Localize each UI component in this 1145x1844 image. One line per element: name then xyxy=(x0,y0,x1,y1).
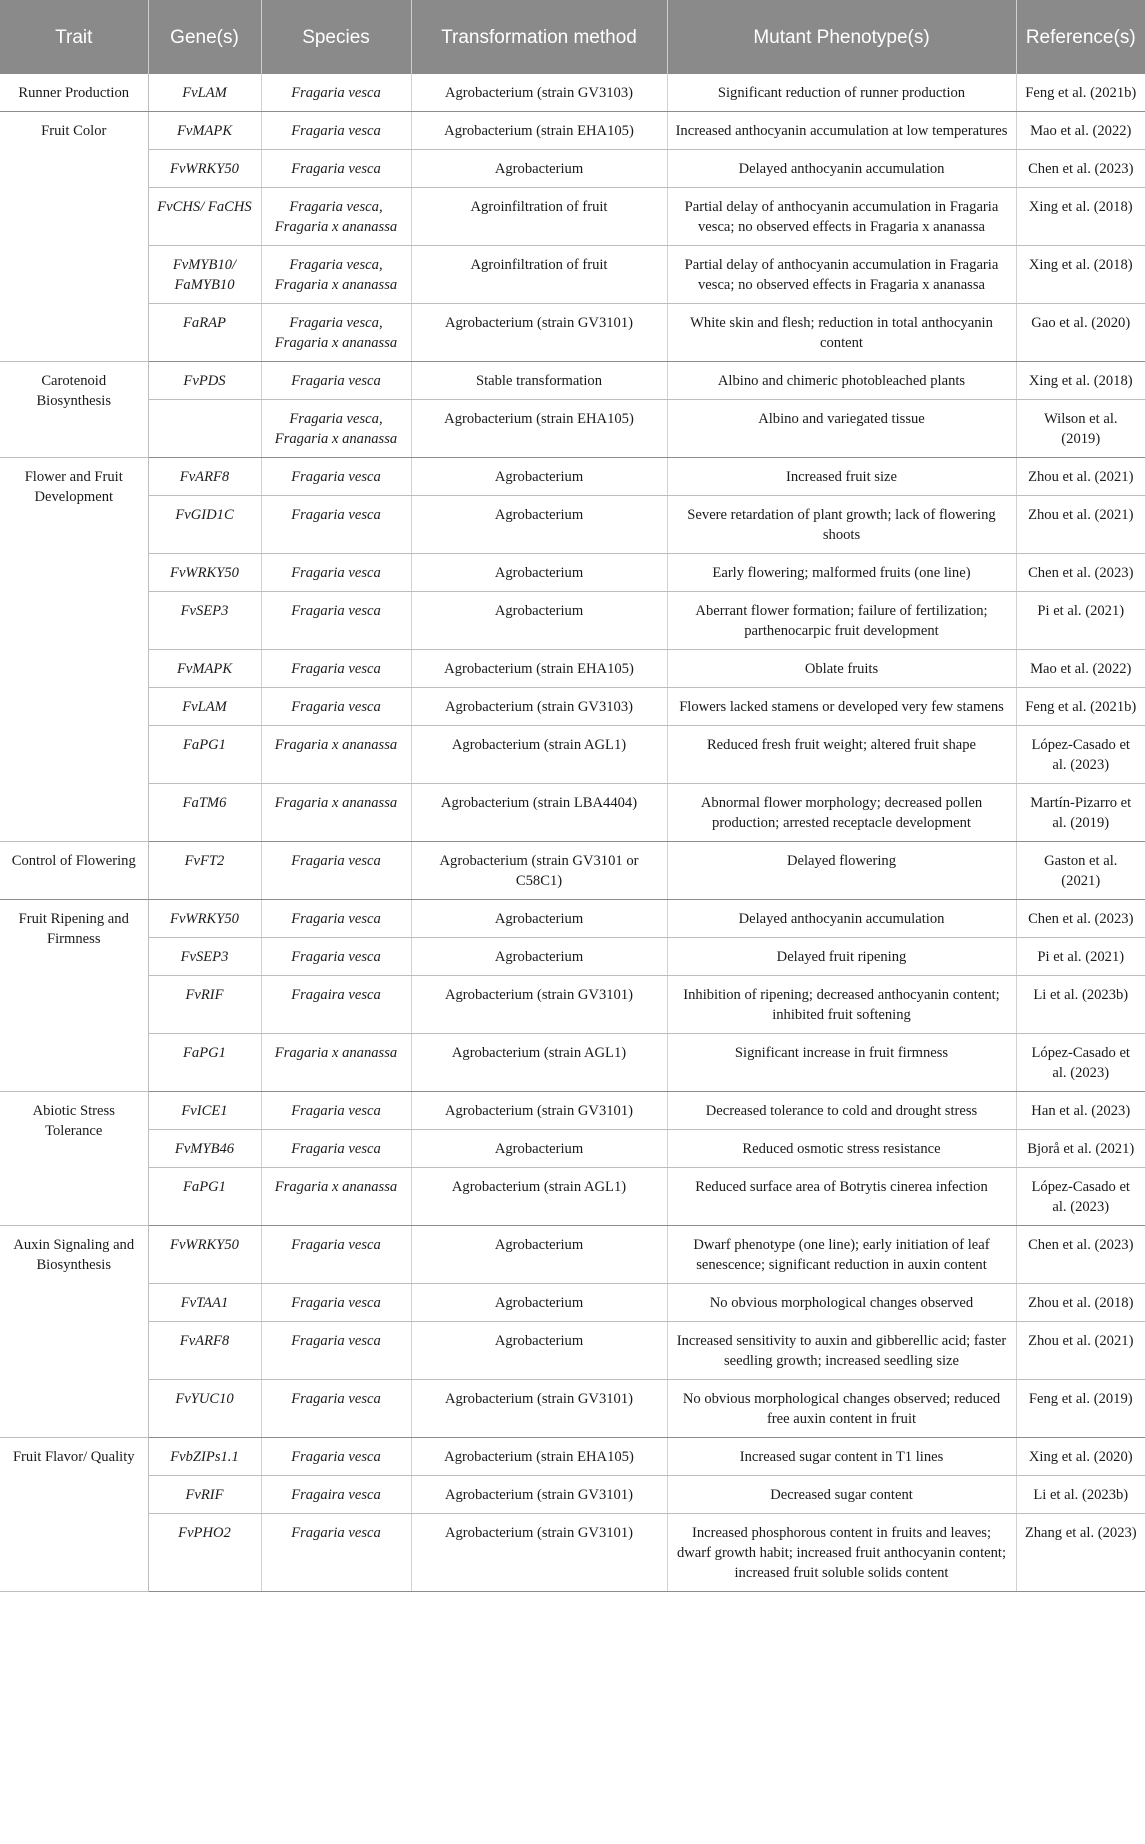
species-cell: Fragaria vesca xyxy=(261,900,411,938)
phenotype-cell: Reduced osmotic stress resistance xyxy=(667,1130,1016,1168)
phenotype-cell: Delayed anthocyanin accumulation xyxy=(667,900,1016,938)
reference-cell: Wilson et al. (2019) xyxy=(1016,400,1145,458)
reference-cell: Li et al. (2023b) xyxy=(1016,976,1145,1034)
table-row xyxy=(0,188,1145,246)
table-row xyxy=(0,1168,1145,1226)
species-cell: Fragaria vesca, Fragaria x ananassa xyxy=(261,188,411,246)
species-cell: Fragaria vesca xyxy=(261,1092,411,1130)
species-cell: Fragaria vesca, Fragaria x ananassa xyxy=(261,304,411,362)
reference-cell: López-Casado et al. (2023) xyxy=(1016,1034,1145,1092)
phenotype-cell: Albino and chimeric photobleached plants xyxy=(667,362,1016,400)
species-cell: Fragaria vesca xyxy=(261,1130,411,1168)
reference-cell: Zhou et al. (2021) xyxy=(1016,496,1145,554)
table-row xyxy=(0,458,1145,496)
trait-cell: Fruit Flavor/ Quality xyxy=(0,1438,148,1592)
table-row xyxy=(0,112,1145,150)
phenotype-cell: Inhibition of ripening; decreased anthocyanin content; inhibited fruit softening xyxy=(667,976,1016,1034)
gene-cell: FvSEP3 xyxy=(148,592,261,650)
reference-cell: López-Casado et al. (2023) xyxy=(1016,1168,1145,1226)
table-row xyxy=(0,726,1145,784)
gene-cell: FvPHO2 xyxy=(148,1514,261,1592)
phenotype-cell: Significant reduction of runner production xyxy=(667,74,1016,112)
gene-cell: FvLAM xyxy=(148,74,261,112)
species-cell: Fragaria vesca xyxy=(261,554,411,592)
species-cell: Fragaria vesca xyxy=(261,938,411,976)
species-cell: Fragaria vesca xyxy=(261,1380,411,1438)
trait-cell: Flower and Fruit Development xyxy=(0,458,148,842)
species-cell: Fragaria vesca xyxy=(261,1284,411,1322)
method-cell: Agrobacterium (strain GV3101) xyxy=(411,1380,667,1438)
method-cell: Agrobacterium xyxy=(411,1130,667,1168)
method-cell: Agrobacterium (strain GV3101) xyxy=(411,976,667,1034)
reference-cell: Mao et al. (2022) xyxy=(1016,650,1145,688)
phenotype-cell: Increased fruit size xyxy=(667,458,1016,496)
table-row xyxy=(0,1380,1145,1438)
phenotype-cell: Partial delay of anthocyanin accumulation in Fragaria vesca; no observed effects in Fragaria x ananassa xyxy=(667,188,1016,246)
reference-cell: Bjorå et al. (2021) xyxy=(1016,1130,1145,1168)
gene-cell: FvPDS xyxy=(148,362,261,400)
phenotype-cell: Significant increase in fruit firmness xyxy=(667,1034,1016,1092)
species-cell: Fragaria x ananassa xyxy=(261,784,411,842)
reference-cell: Li et al. (2023b) xyxy=(1016,1476,1145,1514)
species-cell: Fragaira vesca xyxy=(261,976,411,1034)
reference-cell: Chen et al. (2023) xyxy=(1016,150,1145,188)
gene-cell: FvSEP3 xyxy=(148,938,261,976)
reference-cell: Chen et al. (2023) xyxy=(1016,554,1145,592)
trait-cell: Control of Flowering xyxy=(0,842,148,900)
method-cell: Agrobacterium (strain LBA4404) xyxy=(411,784,667,842)
phenotype-cell: Decreased tolerance to cold and drought stress xyxy=(667,1092,1016,1130)
gene-cell: FvMYB46 xyxy=(148,1130,261,1168)
table-row xyxy=(0,554,1145,592)
gene-cell: FvbZIPs1.1 xyxy=(148,1438,261,1476)
species-cell: Fragaria x ananassa xyxy=(261,726,411,784)
phenotype-cell: Increased phosphorous content in fruits and leaves; dwarf growth habit; increased fruit anthocyanin content; increased fruit soluble solids content xyxy=(667,1514,1016,1592)
reference-cell: Chen et al. (2023) xyxy=(1016,1226,1145,1284)
table-row xyxy=(0,784,1145,842)
method-cell: Agrobacterium (strain GV3103) xyxy=(411,688,667,726)
species-cell: Fragaria vesca xyxy=(261,592,411,650)
species-cell: Fragaria vesca xyxy=(261,650,411,688)
gene-cell: FvMYB10/ FaMYB10 xyxy=(148,246,261,304)
gene-cell: FvRIF xyxy=(148,1476,261,1514)
reference-cell: Zhou et al. (2018) xyxy=(1016,1284,1145,1322)
species-cell: Fragaria vesca xyxy=(261,1322,411,1380)
gene-cell: FvCHS/ FaCHS xyxy=(148,188,261,246)
gene-cell: FvWRKY50 xyxy=(148,1226,261,1284)
reference-cell: Xing et al. (2018) xyxy=(1016,188,1145,246)
method-cell: Agrobacterium xyxy=(411,150,667,188)
phenotype-cell: Severe retardation of plant growth; lack of flowering shoots xyxy=(667,496,1016,554)
method-cell: Agrobacterium (strain GV3101) xyxy=(411,1514,667,1592)
phenotype-cell: Oblate fruits xyxy=(667,650,1016,688)
phenotype-cell: White skin and flesh; reduction in total anthocyanin content xyxy=(667,304,1016,362)
method-cell: Agrobacterium xyxy=(411,554,667,592)
trait-cell: Fruit Color xyxy=(0,112,148,362)
method-cell: Agrobacterium xyxy=(411,458,667,496)
method-cell: Agrobacterium (strain GV3101) xyxy=(411,304,667,362)
species-cell: Fragaria vesca xyxy=(261,842,411,900)
table-row xyxy=(0,1438,1145,1476)
phenotype-cell: Increased sugar content in T1 lines xyxy=(667,1438,1016,1476)
header-trait: Trait xyxy=(0,0,148,74)
species-cell: Fragaria vesca xyxy=(261,458,411,496)
trait-cell: Auxin Signaling and Biosynthesis xyxy=(0,1226,148,1438)
phenotype-cell: Reduced fresh fruit weight; altered fruit shape xyxy=(667,726,1016,784)
reference-cell: Pi et al. (2021) xyxy=(1016,592,1145,650)
method-cell: Agrobacterium xyxy=(411,938,667,976)
reference-cell: Zhang et al. (2023) xyxy=(1016,1514,1145,1592)
table-row xyxy=(0,1034,1145,1092)
gene-cell: FvFT2 xyxy=(148,842,261,900)
phenotype-cell: Delayed fruit ripening xyxy=(667,938,1016,976)
header-references: Reference(s) xyxy=(1016,0,1145,74)
gene-cell: FvARF8 xyxy=(148,458,261,496)
reference-cell: Pi et al. (2021) xyxy=(1016,938,1145,976)
gene-cell: FvWRKY50 xyxy=(148,150,261,188)
gene-cell: FvWRKY50 xyxy=(148,900,261,938)
reference-cell: López-Casado et al. (2023) xyxy=(1016,726,1145,784)
gene-cell: FaTM6 xyxy=(148,784,261,842)
gene-cell: FvRIF xyxy=(148,976,261,1034)
species-cell: Fragaria vesca xyxy=(261,150,411,188)
method-cell: Agrobacterium (strain EHA105) xyxy=(411,650,667,688)
table-row xyxy=(0,1514,1145,1592)
table-row xyxy=(0,842,1145,900)
species-cell: Fragaria vesca, Fragaria x ananassa xyxy=(261,246,411,304)
species-cell: Fragaria vesca xyxy=(261,74,411,112)
table-row xyxy=(0,150,1145,188)
gene-cell: FvARF8 xyxy=(148,1322,261,1380)
reference-cell: Xing et al. (2018) xyxy=(1016,362,1145,400)
table-row xyxy=(0,246,1145,304)
gene-cell: FvMAPK xyxy=(148,650,261,688)
table-row xyxy=(0,650,1145,688)
method-cell: Agrobacterium (strain GV3101) xyxy=(411,1476,667,1514)
species-cell: Fragaria x ananassa xyxy=(261,1168,411,1226)
gene-cell: FvWRKY50 xyxy=(148,554,261,592)
table-row xyxy=(0,1322,1145,1380)
table-row xyxy=(0,1284,1145,1322)
reference-cell: Feng et al. (2021b) xyxy=(1016,688,1145,726)
table-row xyxy=(0,1092,1145,1130)
gene-cell: FaPG1 xyxy=(148,1034,261,1092)
reference-cell: Xing et al. (2020) xyxy=(1016,1438,1145,1476)
phenotype-cell: No obvious morphological changes observed; reduced free auxin content in fruit xyxy=(667,1380,1016,1438)
table-row xyxy=(0,688,1145,726)
phenotype-cell: Dwarf phenotype (one line); early initiation of leaf senescence; significant reduction in auxin content xyxy=(667,1226,1016,1284)
method-cell: Agrobacterium (strain GV3101 or C58C1) xyxy=(411,842,667,900)
reference-cell: Feng et al. (2019) xyxy=(1016,1380,1145,1438)
species-cell: Fragaria vesca xyxy=(261,1438,411,1476)
species-cell: Fragaira vesca xyxy=(261,1476,411,1514)
table-row xyxy=(0,938,1145,976)
method-cell: Agrobacterium xyxy=(411,496,667,554)
species-cell: Fragaria vesca xyxy=(261,496,411,554)
species-cell: Fragaria vesca xyxy=(261,1514,411,1592)
gene-cell: FaPG1 xyxy=(148,726,261,784)
species-cell: Fragaria vesca, Fragaria x ananassa xyxy=(261,400,411,458)
gene-cell: FvTAA1 xyxy=(148,1284,261,1322)
species-cell: Fragaria x ananassa xyxy=(261,1034,411,1092)
table-row xyxy=(0,1226,1145,1284)
reference-cell: Martín-Pizarro et al. (2019) xyxy=(1016,784,1145,842)
trait-cell: Carotenoid Biosynthesis xyxy=(0,362,148,458)
reference-cell: Han et al. (2023) xyxy=(1016,1092,1145,1130)
reference-cell: Gaston et al. (2021) xyxy=(1016,842,1145,900)
table-row xyxy=(0,592,1145,650)
reference-cell: Xing et al. (2018) xyxy=(1016,246,1145,304)
gene-cell: FvYUC10 xyxy=(148,1380,261,1438)
gene-cell: FvLAM xyxy=(148,688,261,726)
reference-cell: Zhou et al. (2021) xyxy=(1016,458,1145,496)
trait-cell: Abiotic Stress Tolerance xyxy=(0,1092,148,1226)
method-cell: Agrobacterium (strain EHA105) xyxy=(411,1438,667,1476)
table-body xyxy=(0,74,1145,1592)
method-cell: Agroinfiltration of fruit xyxy=(411,188,667,246)
method-cell: Agrobacterium xyxy=(411,1322,667,1380)
table-row xyxy=(0,400,1145,458)
phenotype-cell: Abnormal flower morphology; decreased pollen production; arrested receptacle development xyxy=(667,784,1016,842)
phenotype-cell: Delayed flowering xyxy=(667,842,1016,900)
phenotype-cell: Aberrant flower formation; failure of fertilization; parthenocarpic fruit development xyxy=(667,592,1016,650)
method-cell: Agrobacterium (strain AGL1) xyxy=(411,726,667,784)
method-cell: Agrobacterium xyxy=(411,592,667,650)
table-row xyxy=(0,496,1145,554)
phenotype-cell: Flowers lacked stamens or developed very few stamens xyxy=(667,688,1016,726)
header-transformation-method: Transformation method xyxy=(411,0,667,74)
reference-cell: Feng et al. (2021b) xyxy=(1016,74,1145,112)
method-cell: Agrobacterium xyxy=(411,1284,667,1322)
species-cell: Fragaria vesca xyxy=(261,362,411,400)
phenotype-cell: Increased sensitivity to auxin and gibberellic acid; faster seedling growth; increased seedling size xyxy=(667,1322,1016,1380)
species-cell: Fragaria vesca xyxy=(261,688,411,726)
table-row xyxy=(0,900,1145,938)
table-row xyxy=(0,976,1145,1034)
reference-cell: Chen et al. (2023) xyxy=(1016,900,1145,938)
gene-cell: FaPG1 xyxy=(148,1168,261,1226)
reference-cell: Mao et al. (2022) xyxy=(1016,112,1145,150)
phenotype-cell: Decreased sugar content xyxy=(667,1476,1016,1514)
reference-cell: Zhou et al. (2021) xyxy=(1016,1322,1145,1380)
gene-cell: FvICE1 xyxy=(148,1092,261,1130)
table-row xyxy=(0,362,1145,400)
species-cell: Fragaria vesca xyxy=(261,1226,411,1284)
method-cell: Agrobacterium (strain AGL1) xyxy=(411,1034,667,1092)
trait-cell: Fruit Ripening and Firmness xyxy=(0,900,148,1092)
table-row xyxy=(0,74,1145,112)
method-cell: Stable transformation xyxy=(411,362,667,400)
method-cell: Agrobacterium (strain EHA105) xyxy=(411,112,667,150)
header-mutant-phenotypes: Mutant Phenotype(s) xyxy=(667,0,1016,74)
header-row xyxy=(0,0,1145,74)
phenotype-cell: Reduced surface area of Botrytis cinerea infection xyxy=(667,1168,1016,1226)
table-header xyxy=(0,0,1145,74)
phenotype-cell: Partial delay of anthocyanin accumulation in Fragaria vesca; no observed effects in Fragaria x ananassa xyxy=(667,246,1016,304)
gene-cell: FvMAPK xyxy=(148,112,261,150)
table-row xyxy=(0,304,1145,362)
method-cell: Agrobacterium (strain AGL1) xyxy=(411,1168,667,1226)
gene-cell: FaRAP xyxy=(148,304,261,362)
table-row xyxy=(0,1130,1145,1168)
header-genes: Gene(s) xyxy=(148,0,261,74)
method-cell: Agrobacterium (strain GV3101) xyxy=(411,1092,667,1130)
phenotype-cell: Early flowering; malformed fruits (one line) xyxy=(667,554,1016,592)
header-species: Species xyxy=(261,0,411,74)
gene-cell: FvGID1C xyxy=(148,496,261,554)
method-cell: Agrobacterium xyxy=(411,1226,667,1284)
phenotype-cell: Delayed anthocyanin accumulation xyxy=(667,150,1016,188)
method-cell: Agrobacterium (strain EHA105) xyxy=(411,400,667,458)
phenotype-cell: Albino and variegated tissue xyxy=(667,400,1016,458)
method-cell: Agrobacterium (strain GV3103) xyxy=(411,74,667,112)
reference-cell: Gao et al. (2020) xyxy=(1016,304,1145,362)
table-row xyxy=(0,1476,1145,1514)
phenotype-cell: No obvious morphological changes observed xyxy=(667,1284,1016,1322)
phenotype-cell: Increased anthocyanin accumulation at low temperatures xyxy=(667,112,1016,150)
gene-cell xyxy=(148,400,261,458)
method-cell: Agrobacterium xyxy=(411,900,667,938)
trait-cell: Runner Production xyxy=(0,74,148,112)
species-cell: Fragaria vesca xyxy=(261,112,411,150)
method-cell: Agroinfiltration of fruit xyxy=(411,246,667,304)
